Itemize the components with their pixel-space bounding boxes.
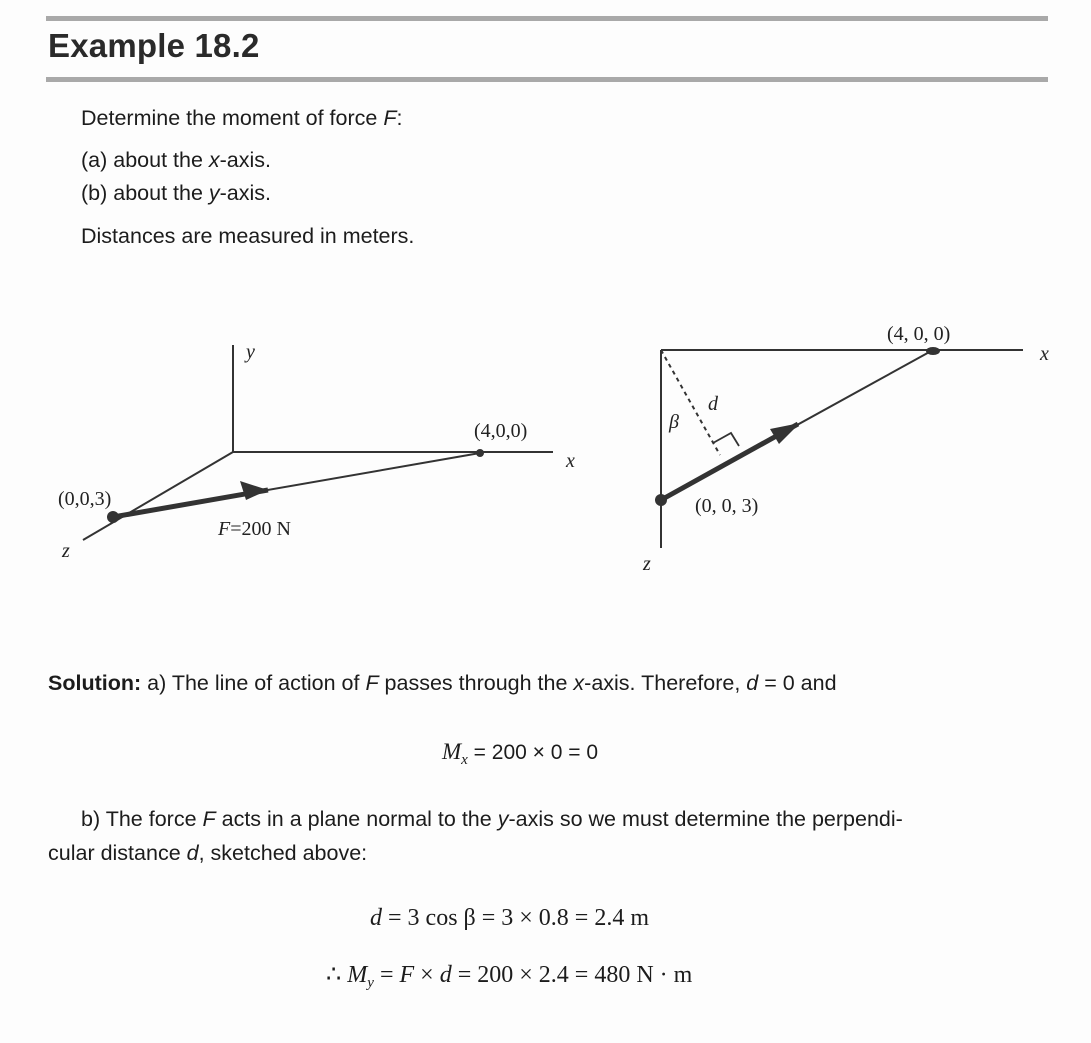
right-force-arrowhead: [770, 423, 800, 444]
equation-mx: $M_x = 200 \times 0 = 0$: [442, 739, 599, 768]
left-y-label: y: [246, 341, 255, 363]
problem-part-a: (a) about the x-axis.: [81, 148, 272, 172]
left-point-start-dot: [107, 511, 119, 523]
solution-part-b-line2: cular distance d, sketched above:: [48, 841, 368, 865]
right-z-label: z: [643, 553, 651, 575]
right-point-end-label: (4, 0, 0): [887, 323, 951, 345]
solution-part-b-line1: b) The force F acts in a plane normal to the y-axis so we must determine the perpendi-: [81, 807, 903, 831]
example-title: Example 18.2: [48, 27, 260, 64]
left-z-label: z: [62, 540, 70, 562]
right-angle-label: β: [669, 411, 679, 433]
right-point-start-label: (0, 0, 3): [695, 495, 759, 517]
figure-left: [58, 341, 575, 562]
right-point-start-dot: [655, 494, 667, 506]
problem-intro: Determine the moment of force F:: [81, 106, 403, 130]
equation-d: d = 3 cos β = 3 × 0.8 = 2.4 m: [370, 905, 650, 931]
right-right-angle-mark: [713, 433, 739, 446]
left-point-end-label: (4,0,0): [474, 420, 528, 442]
left-force-label: F=200 N: [218, 518, 291, 540]
right-point-end-dot: [926, 347, 940, 355]
right-distance-label: d: [708, 393, 718, 415]
left-point-start-label: (0,0,3): [58, 488, 112, 510]
right-x-label: x: [1040, 343, 1049, 365]
problem-units-note: Distances are measured in meters.: [81, 224, 415, 248]
solution-part-a: Solution: a) The line of action of F passes through the x-axis. Therefore, d = 0 and: [48, 671, 837, 695]
figure-right: [642, 323, 1049, 575]
equation-my: ∴ $M_y = F \times d = 200 \times 2.4 = 480$ N · m: [326, 962, 693, 991]
left-x-label: x: [566, 450, 575, 472]
left-point-end-dot: [476, 449, 484, 457]
problem-part-b: (b) about the y-axis.: [81, 181, 272, 205]
left-force-arrowhead: [240, 481, 268, 500]
